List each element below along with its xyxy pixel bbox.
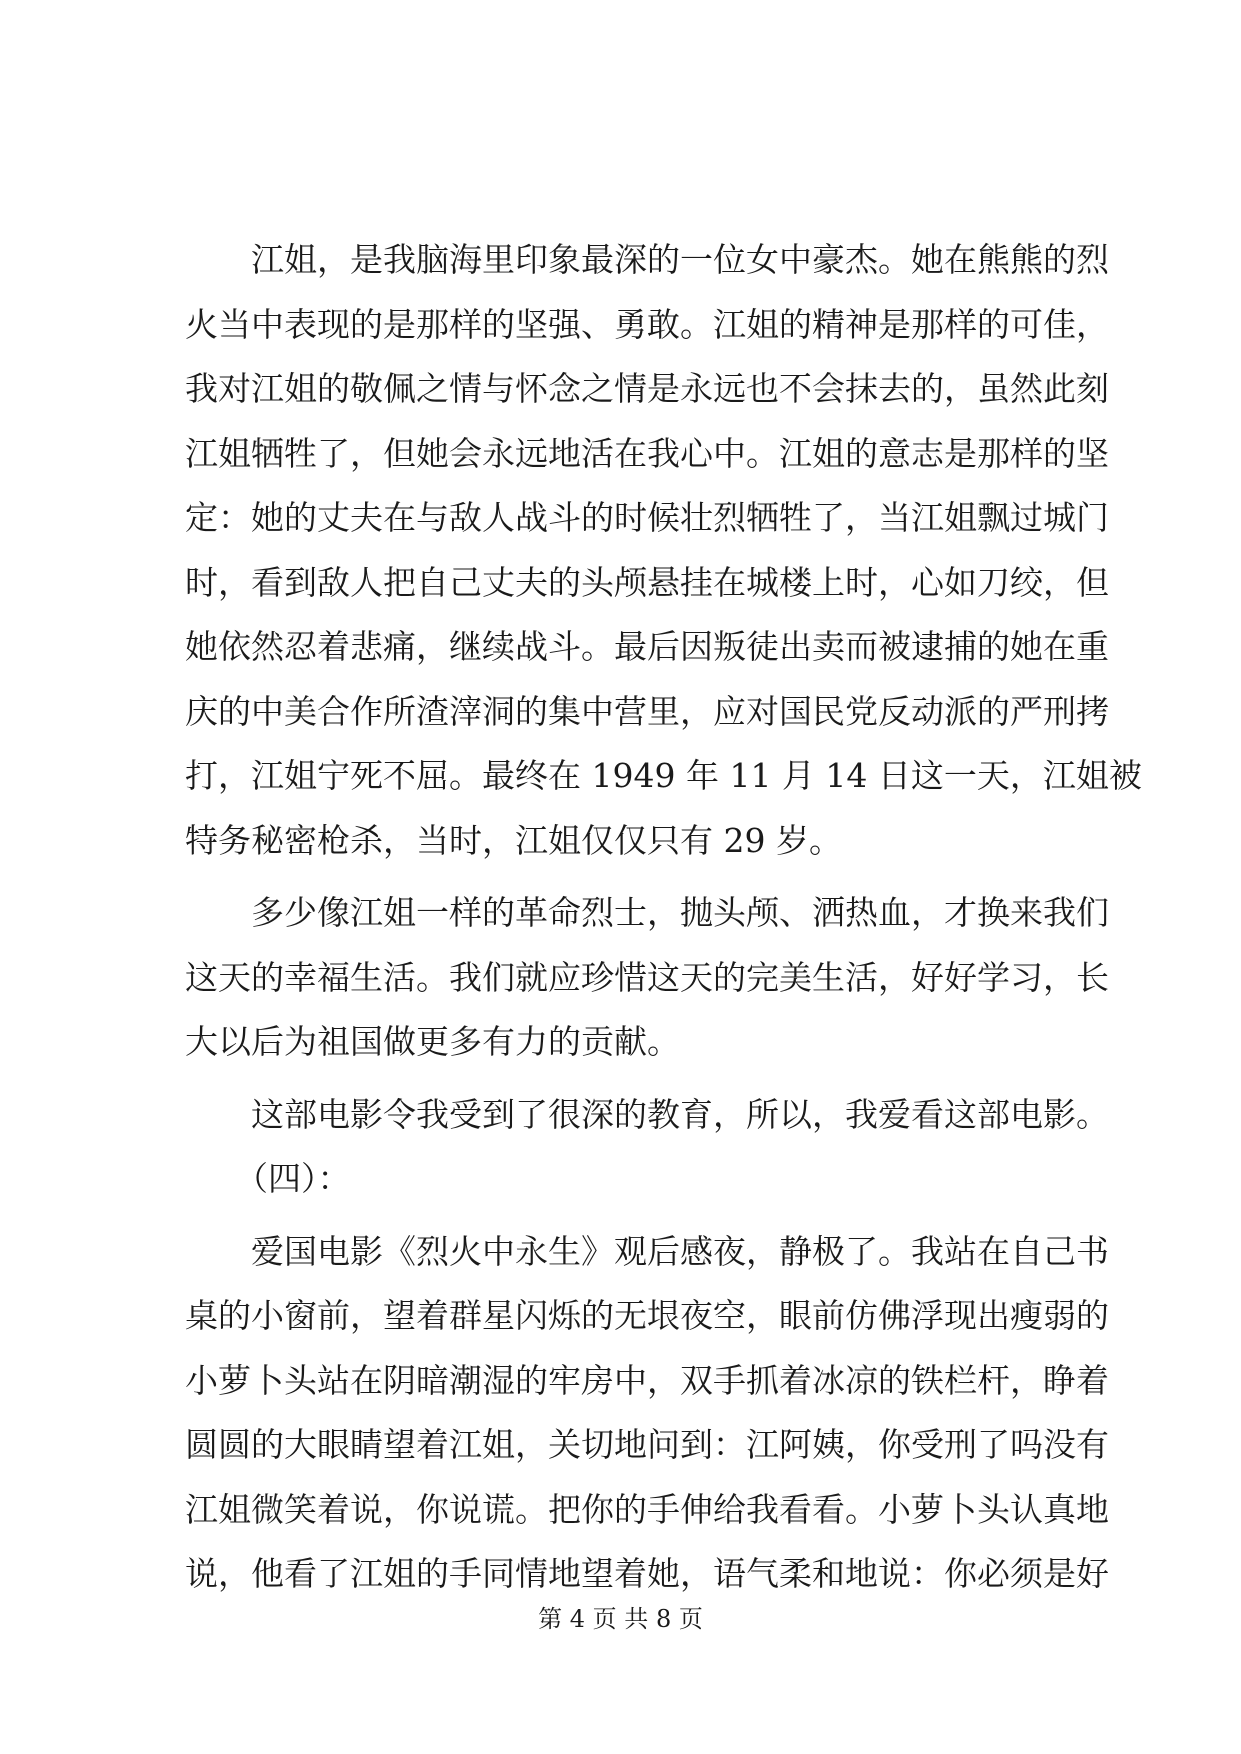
paragraph-gap [185,873,1085,881]
paragraph-gap [185,1075,1085,1083]
paragraph-line: 时，看到敌人把自己丈夫的头颅悬挂在城楼上时，心如刀绞，但 [185,562,1109,602]
paragraph-line: 爱国电影《烈火中永生》观后感夜，静极了。我站在自己书 [251,1231,1109,1271]
paragraph-4 [185,1220,1109,1607]
paragraph-line: 这天的幸福生活。我们就应珍惜这天的完美生活，好好学习，长 [185,957,1109,997]
section-heading: （四）： [235,1159,351,1198]
paragraph-line: 桌的小窗前，望着群星闪烁的无垠夜空，眼前仿佛浮现出瘦弱的 [185,1296,1109,1335]
paragraph-line: 多少像江姐一样的革命烈士，抛头颅、洒热血，才换来我们 [251,893,1109,932]
document-body [185,228,1142,1607]
paragraph-line: 特务秘密枪杀，当时，江姐仅仅只有 29 岁。 [185,820,842,860]
paragraph-line: 庆的中美合作所渣滓洞的集中营里，应对国民党反动派的严刑拷 [185,691,1109,731]
paragraph-gap [185,1212,1085,1220]
paragraph-line: 江姐牺牲了，但她会永远地活在我心中。江姐的意志是那样的坚 [185,433,1109,473]
paragraph-line: 我对江姐的敬佩之情与怀念之情是永远也不会抹去的，虽然此刻 [185,369,1109,408]
paragraph-line: 大以后为祖国做更多有力的贡献。 [185,1022,680,1061]
page-number-label: 第 4 页 共 8 页 [538,1605,703,1633]
paragraph-line: 说，他看了江姐的手同情地望着她，语气柔和地说：你必须是好 [185,1554,1109,1593]
paragraph-line: 打，江姐宁死不屈。最终在 1949 年 11 月 14 日这一天，江姐被 [185,756,1142,795]
paragraph-line: 定：她的丈夫在与敌人战斗的时候壮烈牺牲了，当江姐飘过城门 [185,498,1109,537]
paragraph-line: 江姐微笑着说，你说谎。把你的手伸给我看看。小萝卜头认真地 [185,1489,1109,1529]
paragraph-3 [185,1083,1109,1148]
paragraph-line: 江姐，是我脑海里印象最深的一位女中豪杰。她在熊熊的烈 [251,240,1109,279]
paragraph-line: 圆圆的大眼睛望着江姐，关切地问到：江阿姨，你受刑了吗没有 [185,1425,1109,1464]
paragraph-line: 小萝卜头站在阴暗潮湿的牢房中，双手抓着冰凉的铁栏杆，睁着 [185,1360,1109,1400]
paragraph-1 [185,228,1142,873]
page-footer [0,1604,1241,1634]
paragraph-line: 火当中表现的是那样的坚强、勇敢。江姐的精神是那样的可佳， [185,304,1109,344]
paragraph-2 [185,881,1109,1075]
paragraph-line: 她依然忍着悲痛，继续战斗。最后因叛徒出卖而被逮捕的她在重 [185,627,1109,666]
paragraph-line: 这部电影令我受到了很深的教育，所以，我爱看这部电影。 [251,1094,1109,1134]
